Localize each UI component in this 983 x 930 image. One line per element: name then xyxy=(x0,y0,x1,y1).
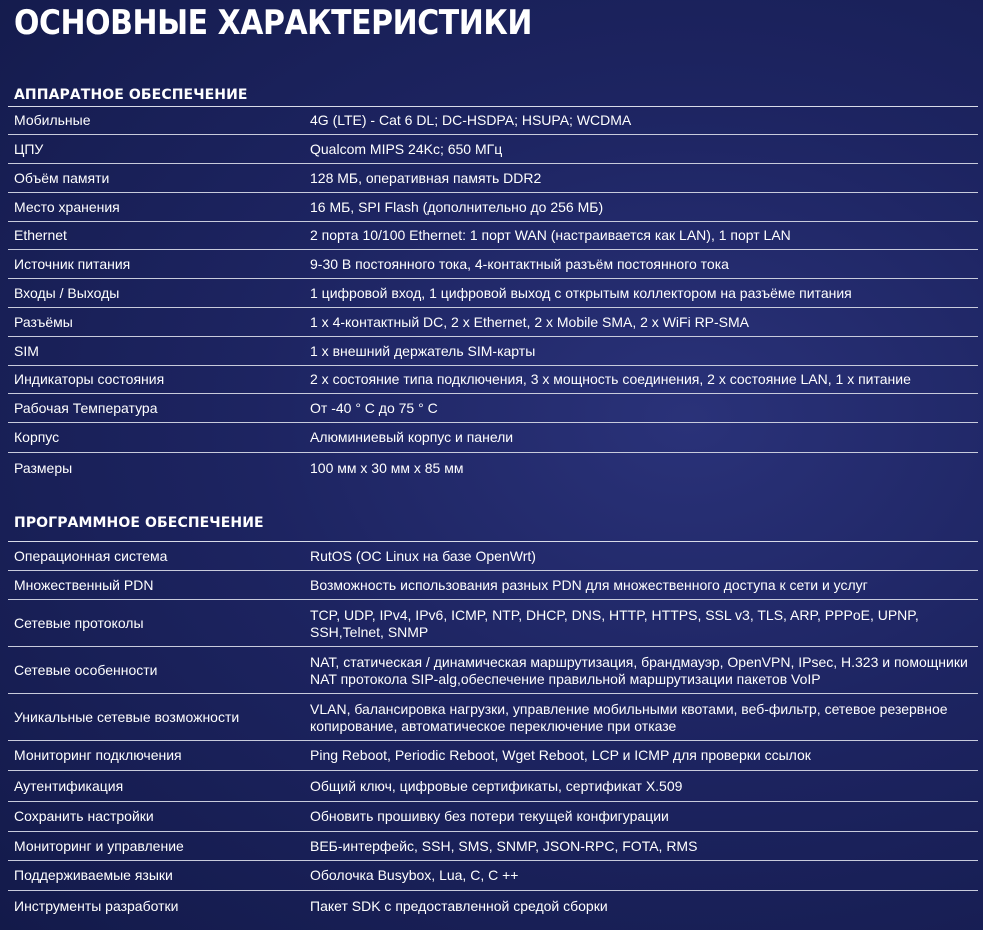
spec-value: 4G (LTE) - Cat 6 DL; DC-HSDPA; HSUPA; WCDMA xyxy=(310,112,632,128)
spec-row xyxy=(8,394,978,423)
spec-value: VLAN, балансировка нагрузки, управление мобильными квотами, веб-фильтр, сетевое резервное копирование, автоматическое переключение при отказе xyxy=(310,700,948,734)
spec-label: Разъёмы xyxy=(14,313,73,330)
spec-row xyxy=(8,694,978,741)
spec-label: Множественный PDN xyxy=(14,576,154,593)
spec-row xyxy=(8,571,978,600)
spec-row xyxy=(8,542,978,571)
spec-label: Мониторинг и управление xyxy=(14,837,184,854)
spec-label: Сохранить настройки xyxy=(14,808,154,824)
spec-row xyxy=(8,107,978,135)
page-title: ОСНОВНЫЕ ХАРАКТЕРИСТИКИ xyxy=(14,3,532,43)
spec-label: Сетевые протоколы xyxy=(14,615,144,631)
spec-value: 1 x внешний держатель SIM-карты xyxy=(310,342,536,359)
spec-row xyxy=(8,861,978,891)
spec-value: 2 порта 10/100 Ethernet: 1 порт WAN (настраивается как LAN), 1 порт LAN xyxy=(310,227,791,243)
spec-value: Пакет SDK с предоставленной средой сборки xyxy=(310,897,608,914)
spec-label: Индикаторы состояния xyxy=(14,371,165,387)
spec-label: Размеры xyxy=(14,459,73,476)
spec-row xyxy=(8,600,978,647)
spec-label: Аутентификация xyxy=(14,777,124,794)
spec-label: Инструменты разработки xyxy=(14,897,179,914)
spec-value: 128 МБ, оперативная память DDR2 xyxy=(310,169,542,186)
spec-value: 1 x 4-контактный DC, 2 x Ethernet, 2 x Mobile SMA, 2 x WiFi RP-SMA xyxy=(310,313,750,330)
spec-value: Qualcom MIPS 24Kc; 650 МГц xyxy=(310,140,503,157)
spec-row xyxy=(8,279,978,308)
spec-row xyxy=(8,164,978,193)
spec-value: ВЕБ-интерфейс, SSH, SMS, SNMP, JSON-RPC, FOTA, RMS xyxy=(310,837,698,854)
spec-row xyxy=(8,250,978,279)
spec-label: Сетевые особенности xyxy=(14,662,158,678)
spec-value: Обновить прошивку без потери текущей конфигурации xyxy=(310,808,669,824)
spec-value: 16 МБ, SPI Flash (дополнительно до 256 МБ) xyxy=(310,198,604,215)
spec-row xyxy=(8,832,978,861)
spec-row xyxy=(8,222,978,250)
spec-row xyxy=(8,647,978,694)
spec-value: Алюминиевый корпус и панели xyxy=(310,429,514,445)
spec-row xyxy=(8,453,978,483)
spec-row xyxy=(8,337,978,366)
software-section-title: ПРОГРАММНОЕ ОБЕСПЕЧЕНИЕ xyxy=(8,511,978,542)
spec-label: ЦПУ xyxy=(14,140,44,157)
spec-value: Общий ключ, цифровые сертификаты, сертификат X.509 xyxy=(310,777,683,794)
spec-label: Источник питания xyxy=(14,255,131,272)
spec-value: 1 цифровой вход, 1 цифровой выход с открытым коллектором на разъёме питания xyxy=(310,284,852,301)
hardware-section-title: АППАРАТНОЕ ОБЕСПЕЧЕНИЕ xyxy=(8,84,978,107)
spec-value: От -40 ° C до 75 ° C xyxy=(310,399,438,416)
spec-row xyxy=(8,366,978,394)
spec-value: NAT, статическая / динамическая маршрутизация, брандмауэр, OpenVPN, IPsec, H.323 и помощники NAT протокола SIP-alg,обеспечение правильной маршрутизации пакетов VoIP xyxy=(310,653,968,687)
spec-value: TCP, UDP, IPv4, IPv6, ICMP, NTP, DHCP, DNS, HTTP, HTTPS, SSL v3, TLS, ARP, PPPoE, UPNP, SSH,Telnet, SNMP xyxy=(310,606,919,640)
spec-row xyxy=(8,193,978,222)
spec-row xyxy=(8,771,978,802)
spec-row xyxy=(8,891,978,921)
spec-label: Уникальные сетевые возможности xyxy=(14,709,240,725)
spec-label: Рабочая Температура xyxy=(14,399,158,416)
spec-value: 9-30 В постоянного тока, 4-контактный разъём постоянного тока xyxy=(310,255,729,272)
spec-label: Поддерживаемые языки xyxy=(14,867,173,883)
spec-row xyxy=(8,423,978,453)
spec-row xyxy=(8,802,978,832)
spec-value: Ping Reboot, Periodic Reboot, Wget Reboot, LCP и ICMP для проверки ссылок xyxy=(310,747,811,763)
spec-value: RutOS (ОС Linux на базе OpenWrt) xyxy=(310,547,536,564)
spec-label: Место хранения xyxy=(14,198,120,215)
hardware-section xyxy=(8,84,978,483)
spec-value: Оболочка Busybox, Lua, C, C ++ xyxy=(310,867,519,883)
spec-row xyxy=(8,741,978,771)
spec-value: Возможность использования разных PDN для множественного доступа к сети и услуг xyxy=(310,576,868,593)
software-section xyxy=(8,511,978,921)
spec-label: Корпус xyxy=(14,429,60,445)
spec-label: Ethernet xyxy=(14,227,67,243)
spec-row xyxy=(8,308,978,337)
spec-label: Объём памяти xyxy=(14,169,110,186)
spec-label: Операционная система xyxy=(14,547,168,564)
spec-value: 2 x состояние типа подключения, 3 x мощность соединения, 2 x состояние LAN, 1 x питание xyxy=(310,371,911,387)
spec-row xyxy=(8,135,978,164)
spec-value: 100 мм x 30 мм x 85 мм xyxy=(310,459,464,476)
spec-label: Входы / Выходы xyxy=(14,284,120,301)
spec-label: SIM xyxy=(14,342,39,359)
spec-label: Мобильные xyxy=(14,112,91,128)
spec-label: Мониторинг подключения xyxy=(14,747,182,763)
